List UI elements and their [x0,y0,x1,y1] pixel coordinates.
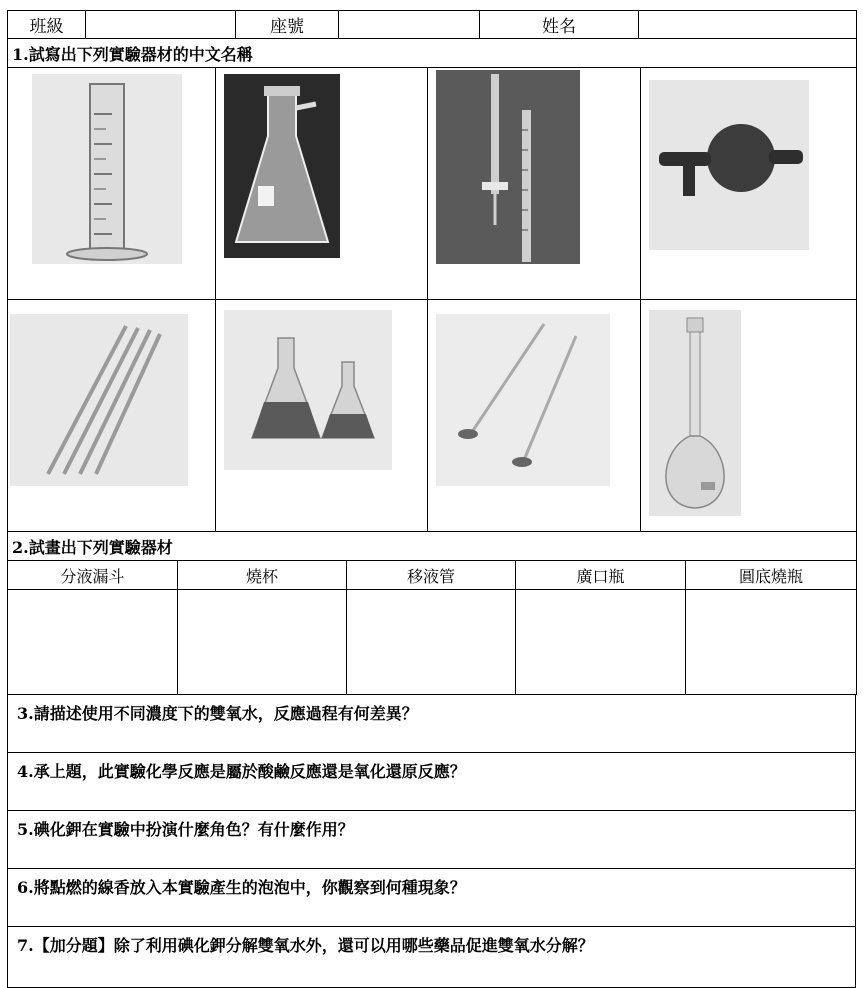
column-header-beaker: 燒杯 [178,561,347,590]
section1-title: 1.試寫出下列實驗器材的中文名稱 [8,39,857,68]
burette-icon [436,70,580,264]
image-cell-2 [216,68,428,300]
question-5[interactable]: 5.碘化鉀在實驗中扮演什麼角色？有什麼作用？ [8,811,856,869]
seat-label: 座號 [236,11,339,39]
header-table [7,10,857,39]
question-4[interactable]: 4.承上題，此實驗化學反應是屬於酸鹼反應還是氧化還原反應？ [8,753,856,811]
image-cell-5 [8,300,216,532]
image-cell-7 [428,300,641,532]
image-cell-1 [8,68,216,300]
worksheet [7,10,856,988]
drawing-area-pipette[interactable] [347,590,516,695]
name-field[interactable] [639,11,857,39]
section2-table [7,531,857,695]
column-header-separatory-funnel: 分液漏斗 [8,561,178,590]
volumetric-flask-icon [649,310,741,516]
image-cell-6 [216,300,428,532]
section1-table [7,38,857,532]
erlenmeyer-flasks-icon [224,310,392,470]
question-7[interactable]: 7.【加分題】除了利用碘化鉀分解雙氧水外，還可以用哪些藥品促進雙氧水分解？ [8,927,856,988]
question-3[interactable]: 3.請描述使用不同濃度下的雙氧水，反應過程有何差異？ [8,695,856,753]
drawing-area-wide-mouth-bottle[interactable] [516,590,686,695]
section2-title: 2.試畫出下列實驗器材 [8,532,857,561]
questions-table [7,694,856,988]
image-cell-8 [641,300,857,532]
class-label: 班級 [8,11,86,39]
filter-flask-icon [224,74,340,258]
name-label: 姓名 [480,11,639,39]
drawing-area-separatory-funnel[interactable] [8,590,178,695]
drawing-area-beaker[interactable] [178,590,347,695]
column-header-round-bottom-flask: 圓底燒瓶 [686,561,857,590]
column-header-pipette: 移液管 [347,561,516,590]
image-cell-4 [641,68,857,300]
graduated-pipettes-icon [10,314,188,486]
column-header-wide-mouth-bottle: 廣口瓶 [516,561,686,590]
question-6[interactable]: 6.將點燃的線香放入本實驗產生的泡泡中，你觀察到何種現象？ [8,869,856,927]
graduated-cylinder-icon [32,74,182,264]
class-field[interactable] [86,11,236,39]
drawing-area-round-bottom-flask[interactable] [686,590,857,695]
pipette-bulb-icon [649,80,809,250]
glass-spoons-icon [436,314,610,486]
image-cell-3 [428,68,641,300]
seat-field[interactable] [339,11,480,39]
